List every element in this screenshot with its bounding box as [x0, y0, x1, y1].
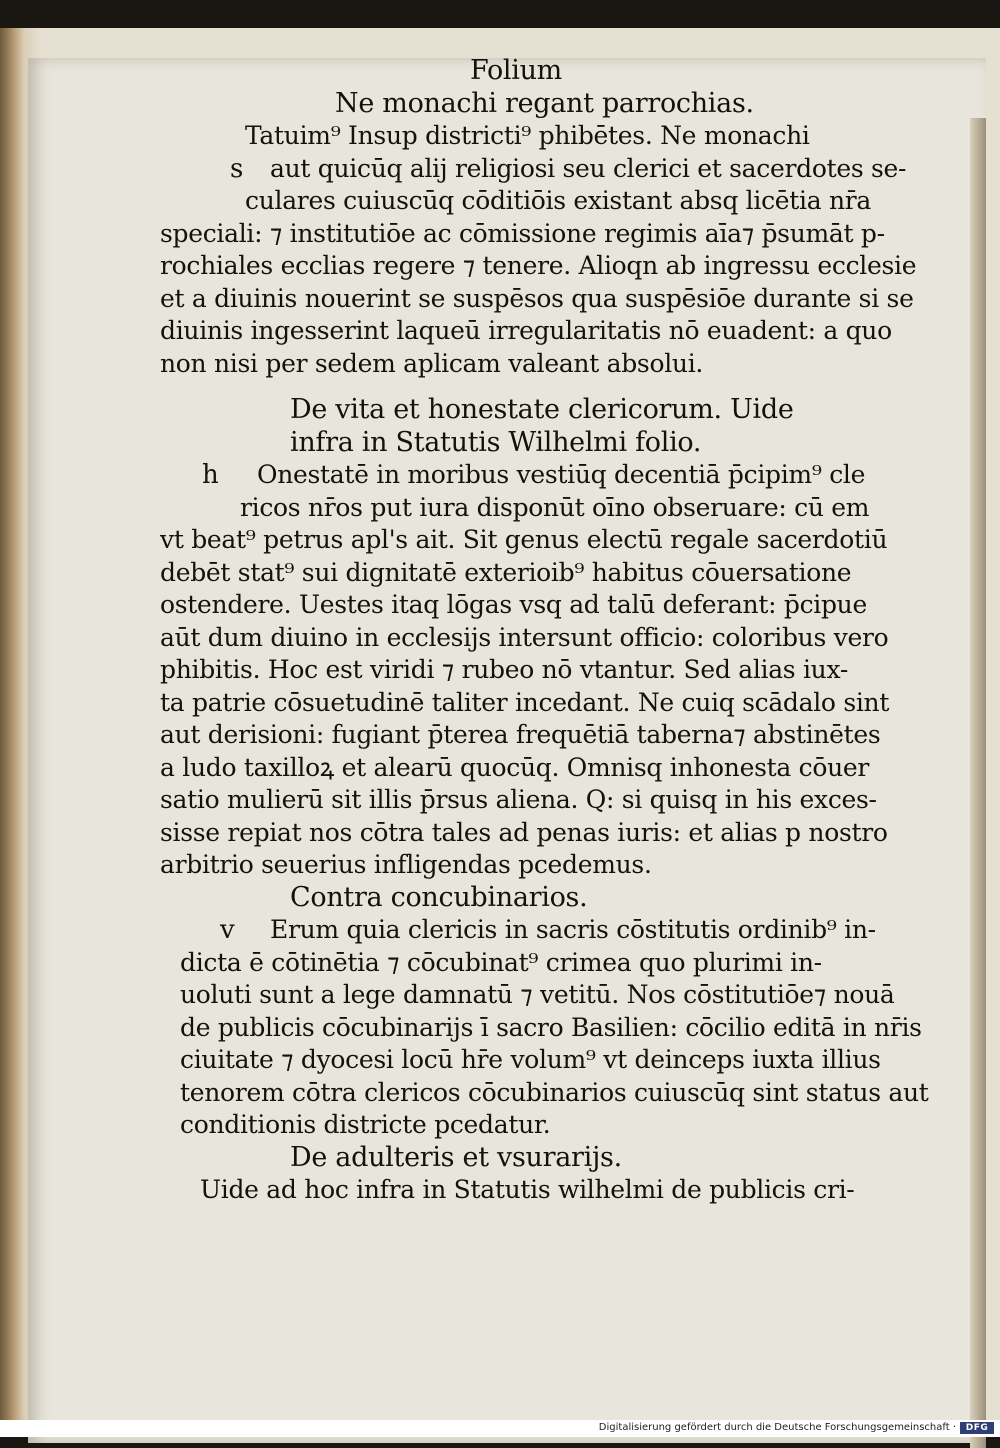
text-line: Erum quia clericis in sacris cōstitutis ordinib⁹ in- [270, 915, 876, 944]
page-text [160, 55, 929, 1207]
text-line: ricos nr̄os put iura disponūt oīno obseruare: cū em [240, 492, 870, 522]
text-line: satio mulierū sit illis p̄rsus aliena. Q: si quisq in his exces- [160, 785, 877, 814]
text-line: ciuitate ⁊ dyocesi locū hr̄e volum⁹ vt deinceps iuxta illius [180, 1045, 881, 1074]
digitization-footer [0, 1420, 1000, 1437]
section-heading: De adulteris et vsurarijs. [290, 1141, 622, 1173]
text-line: uoluti sunt a lege damnatū ⁊ vetitū. Nos cōstitutiōe⁊ nouā [180, 980, 895, 1009]
text-line: arbitrio seuerius infligendas pcedemus. [160, 850, 652, 879]
section-heading: De vita et honestate clericorum. Uide [290, 394, 794, 425]
text-line: culares cuiuscūq cōditiōis existant absq licētia nr̄a [245, 186, 872, 215]
text-line: ostendere. Uestes itaq lōgas vsq ad talū deferant: p̄cipue [160, 590, 867, 619]
section-heading: Ne monachi regant parrochias. [335, 87, 754, 119]
footer-credit: Digitalisierung gefördert durch die Deutsche Forschungsgemeinschaft · [598, 1422, 956, 1433]
section-heading: infra in Statutis Wilhelmi folio. [290, 426, 702, 458]
text-line: non nisi per sedem aplicam valeant absolui. [160, 348, 704, 378]
text-line: debēt stat⁹ sui dignitatē exterioib⁹ habitus cōuersatione [160, 557, 852, 587]
initial-letter: v [220, 915, 235, 945]
running-head: Folium [470, 55, 562, 86]
text-line: Uide ad hoc infra in Statutis wilhelmi de publicis cri- [200, 1175, 855, 1204]
text-line: de publicis cōcubinarijs ī sacro Basilien: cōcilio editā in nr̄is [180, 1012, 922, 1042]
text-line: aūt dum diuino in ecclesijs intersunt officio: coloribus vero [160, 622, 889, 652]
initial-letter: h [202, 460, 219, 490]
text-line: Tatuim⁹ Insup districti⁹ phibētes. Ne monachi [245, 121, 810, 150]
text-line: vt beat⁹ petrus apl's ait. Sit genus electū regale sacerdotiū [160, 525, 888, 554]
text-line: rochiales ecclias regere ⁊ tenere. Alioqn ab ingressu ecclesie [160, 251, 917, 280]
initial-letter: s [230, 153, 244, 184]
page-edge [970, 118, 986, 1448]
text-line: a ludo taxilloꝝ et alearū quocūq. Omnisq inhonesta cōuer [160, 752, 870, 782]
text-line: Onestatē in moribus vestiūq decentiā p̄cipim⁹ cle [257, 460, 866, 489]
section-heading: Contra concubinarios. [290, 881, 588, 913]
text-line: speciali: ⁊ institutiōe ac cōmissione regimis aīa⁊ p̄sumāt p- [160, 218, 885, 248]
text-line: dicta ē cōtinētia ⁊ cōcubinat⁹ crimea quo plurimi in- [180, 947, 822, 977]
text-line: tenorem cōtra clericos cōcubinarios cuiuscūq sint status aut [180, 1077, 929, 1107]
text-line: diuinis ingesserint laqueū irregularitatis nō euadent: a quo [160, 316, 892, 345]
text-line: sisse repiat nos cōtra tales ad penas iuris: et alias p nostro [160, 817, 888, 847]
text-line: et a diuinis nouerint se suspēsos qua suspēsiōe durante si se [160, 283, 914, 313]
text-line: phibitis. Hoc est viridi ⁊ rubeo nō vtantur. Sed alias iux- [160, 655, 848, 684]
text-line: aut derisioni: fugiant p̄terea frequētiā taberna⁊ abstinētes [160, 720, 881, 749]
text-line: aut quicūq alij religiosi seu clerici et sacerdotes se- [270, 153, 907, 183]
text-line: conditionis districte pcedatur. [180, 1110, 551, 1139]
text-line: ta patrie cōsuetudinē taliter incedant. Ne cuiq scādalo sint [160, 687, 890, 717]
dfg-logo-icon: DFG [960, 1422, 994, 1434]
